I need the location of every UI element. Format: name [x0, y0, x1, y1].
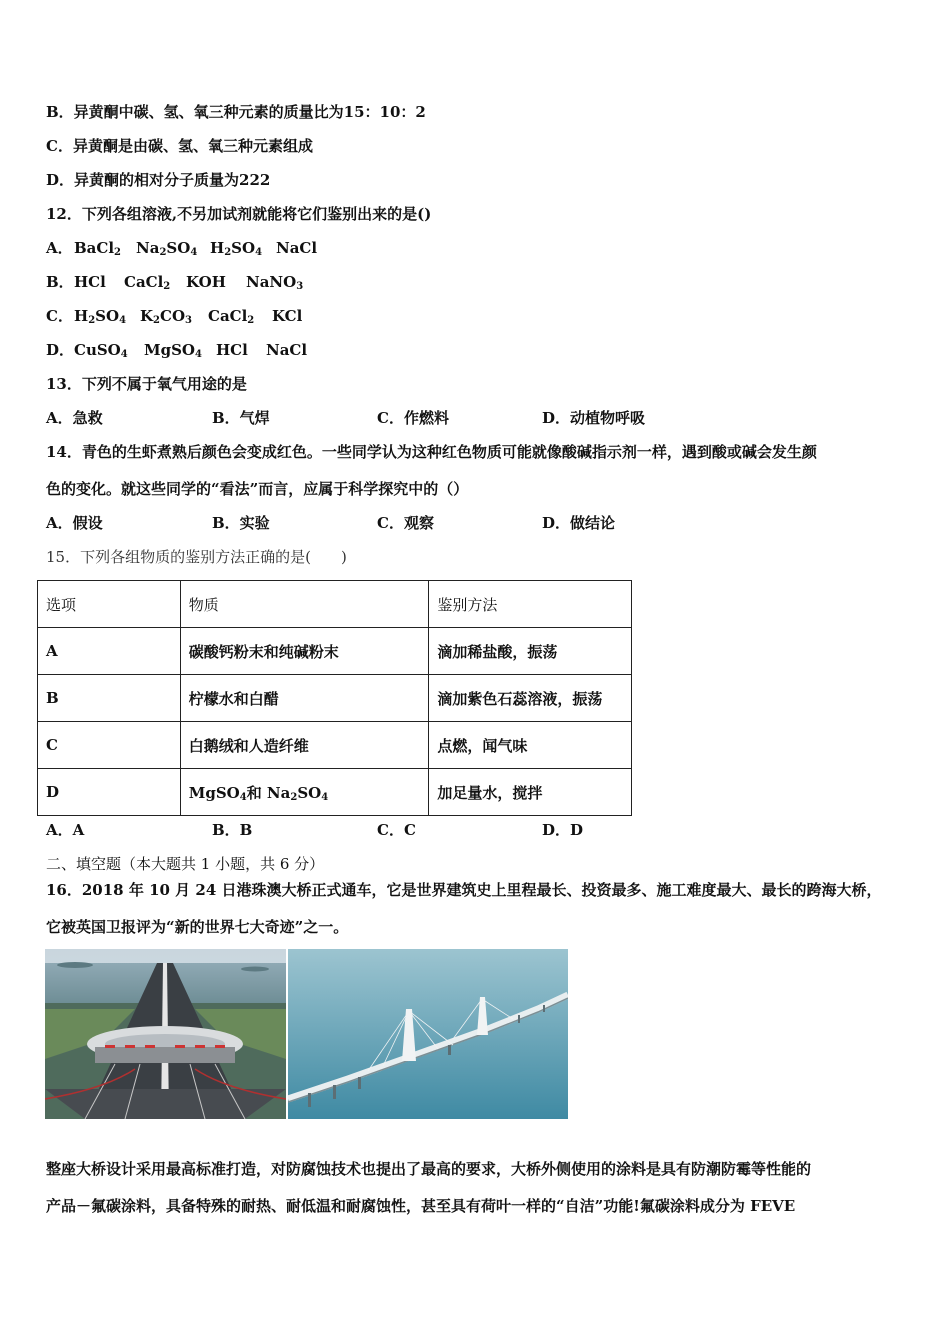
table-row [38, 722, 632, 769]
q16-stem-line2: 它被英国卫报评为“新的世界七大奇迹”之一。 [46, 918, 349, 936]
table-cell: 点燃，闻气味 [429, 722, 632, 769]
q14-stem-line1: 14．青色的生虾煮熟后颜色会变成红色。一些同学认为这种红色物质可能就像酸碱指示剂一样，遇到酸或碱会发生颜 [46, 443, 817, 461]
table-row [38, 628, 632, 675]
q16-paragraph-line2: 产品－氟碳涂料，具备特殊的耐热、耐低温和耐腐蚀性，甚至具有荷叶一样的“自洁”功能!氟碳涂料成分为 FEVE [46, 1197, 796, 1215]
table-cell: 柠檬水和白醋 [180, 675, 429, 722]
table-header-row [38, 581, 632, 628]
q11-option-c: C．异黄酮是由碳、氢、氧三种元素组成 [46, 137, 313, 155]
q14-stem-line2: 色的变化。就这些同学的“看法”而言，应属于科学探究中的（） [46, 480, 469, 498]
q14-option-b: B．实验 [212, 514, 270, 532]
table-cell: MgSO$_4$和 $Na_2SO_4$ [180, 769, 429, 816]
bridge-toll-photo [45, 949, 286, 1119]
q11-option-d: D．异黄酮的相对分子质量为222 [46, 171, 271, 189]
q14-option-a: A．假设 [46, 514, 103, 532]
q15-option-d: D．D [542, 821, 584, 839]
q15-option-c: C．C [377, 821, 416, 839]
table-cell: 碳酸钙粉末和纯碱粉末 [180, 628, 429, 675]
table-header-cell: 选项 [38, 581, 181, 628]
q13-option-c: C．作燃料 [377, 409, 449, 427]
q13-option-a: A．急救 [46, 409, 103, 427]
table-cell: D [38, 769, 181, 816]
table-cell: 加足量水，搅拌 [429, 769, 632, 816]
q12-stem: 12．下列各组溶液,不另加试剂就能将它们鉴别出来的是() [46, 205, 432, 223]
q13-stem: 13．下列不属于氧气用途的是 [46, 375, 247, 393]
table-cell: A [38, 628, 181, 675]
q13-option-d: D．动植物呼吸 [542, 409, 646, 427]
q15-option-b: B．B [212, 821, 253, 839]
table-row [38, 675, 632, 722]
q11-option-b: B．异黄酮中碳、氢、氧三种元素的质量比为15：10：2 [46, 103, 426, 121]
q14-option-c: C．观察 [377, 514, 434, 532]
q13-option-b: B．气焊 [212, 409, 270, 427]
table-cell: 白鹅绒和人造纤维 [180, 722, 429, 769]
q16-stem-line1: 16．2018 年 10 月 24 日港珠澳大桥正式通车，它是世界建筑史上里程最长、投资最多、施工难度最大、最长的跨海大桥， [46, 881, 882, 899]
q15-stem: 15．下列各组物质的鉴别方法正确的是( ) [46, 548, 347, 566]
table-header-cell: 物质 [180, 581, 429, 628]
table-cell: 滴加稀盐酸，振荡 [429, 628, 632, 675]
table-cell: 滴加紫色石蕊溶液，振荡 [429, 675, 632, 722]
table-cell: B [38, 675, 181, 722]
section-heading: 二、填空题（本大题共 1 小题，共 6 分） [46, 855, 325, 873]
table-row [38, 769, 632, 816]
q16-paragraph-line1: 整座大桥设计采用最高标准打造，对防腐蚀技术也提出了最高的要求，大桥外侧使用的涂料是具有防潮防霉等性能的 [46, 1160, 812, 1178]
table-cell: C [38, 722, 181, 769]
q15-table [37, 580, 632, 816]
q15-option-a: A．A [46, 821, 85, 839]
q14-option-d: D．做结论 [542, 514, 616, 532]
table-header-cell: 鉴别方法 [429, 581, 632, 628]
bridge-sea-photo [288, 949, 568, 1119]
